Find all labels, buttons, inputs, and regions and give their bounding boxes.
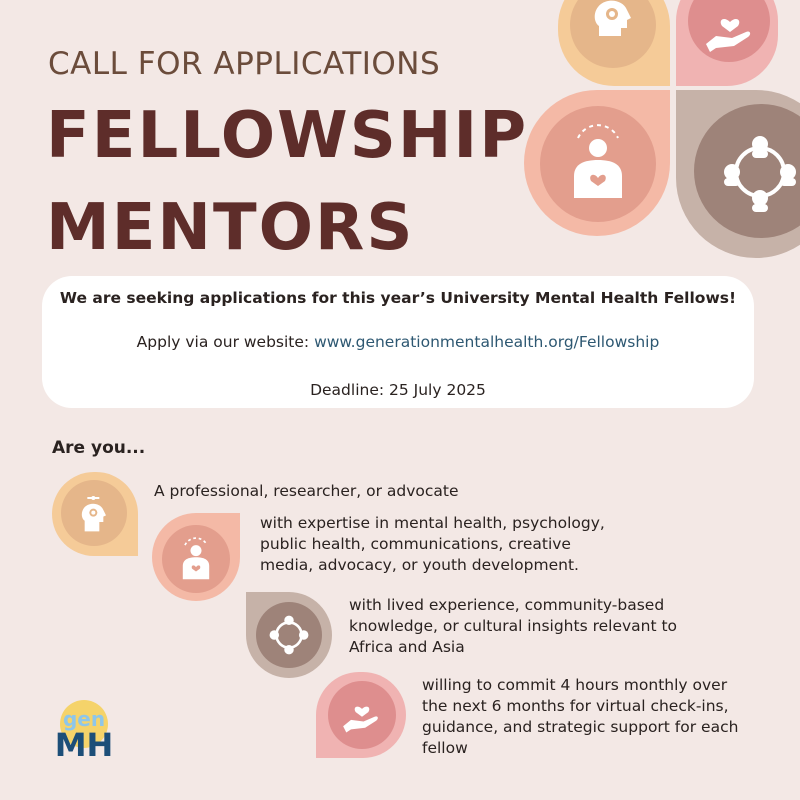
apply-prefix: Apply via our website: (136, 333, 315, 351)
criteria-heading: Are you... (52, 438, 146, 458)
head-gear-icon (583, 0, 643, 52)
petal-pink (676, 0, 778, 86)
criteria-item-2: with expertise in mental health, psychology, public health, communications, creative media, advocacy, or youth development. (260, 514, 605, 574)
info-headline: We are seeking applications for this year’s University Mental Health Fellows! (59, 289, 737, 307)
logo-text-gen: gen (62, 707, 106, 731)
criteria-item-1: A professional, researcher, or advocate (154, 482, 459, 500)
website-link[interactable]: www.generationmentalhealth.org/Fellowship (314, 333, 660, 351)
deadline-text: Deadline: 25 July 2025 (310, 381, 486, 399)
head-gear-icon (74, 494, 114, 534)
logo-text-mh: MH (54, 726, 114, 760)
petal-yellow (558, 0, 670, 86)
hand-heart-icon (702, 6, 758, 56)
community-circle-icon (268, 614, 310, 656)
criteria-icon-badge-3 (246, 592, 332, 678)
hand-heart-icon (340, 696, 384, 736)
criteria-icon-badge-1 (52, 472, 138, 556)
criteria-icon-badge-4 (316, 672, 406, 758)
criteria-item-3: with lived experience, community-based knowledge, or cultural insights relevant to Africa and Asia (349, 596, 678, 656)
info-box (42, 276, 754, 408)
criteria-icon-badge-2 (152, 513, 240, 601)
petal-taupe (676, 90, 800, 258)
petal-salmon (524, 90, 670, 236)
title-line-mentors: MENTORS (46, 191, 415, 265)
genmh-logo (44, 680, 124, 760)
criteria-item-4: willing to commit 4 hours monthly over the next 6 months for virtual check-ins, guidance, and strategic support for each fellow (422, 676, 739, 757)
meditation-heart-icon (174, 535, 218, 585)
meditation-heart-icon (558, 120, 638, 210)
call-for-applications-label: CALL FOR APPLICATIONS (48, 46, 441, 82)
community-circle-icon (720, 132, 800, 212)
apply-line (42, 333, 754, 351)
genmh-logo-mark (44, 680, 124, 760)
title-line-fellowship: FELLOWSHIP (46, 99, 529, 173)
